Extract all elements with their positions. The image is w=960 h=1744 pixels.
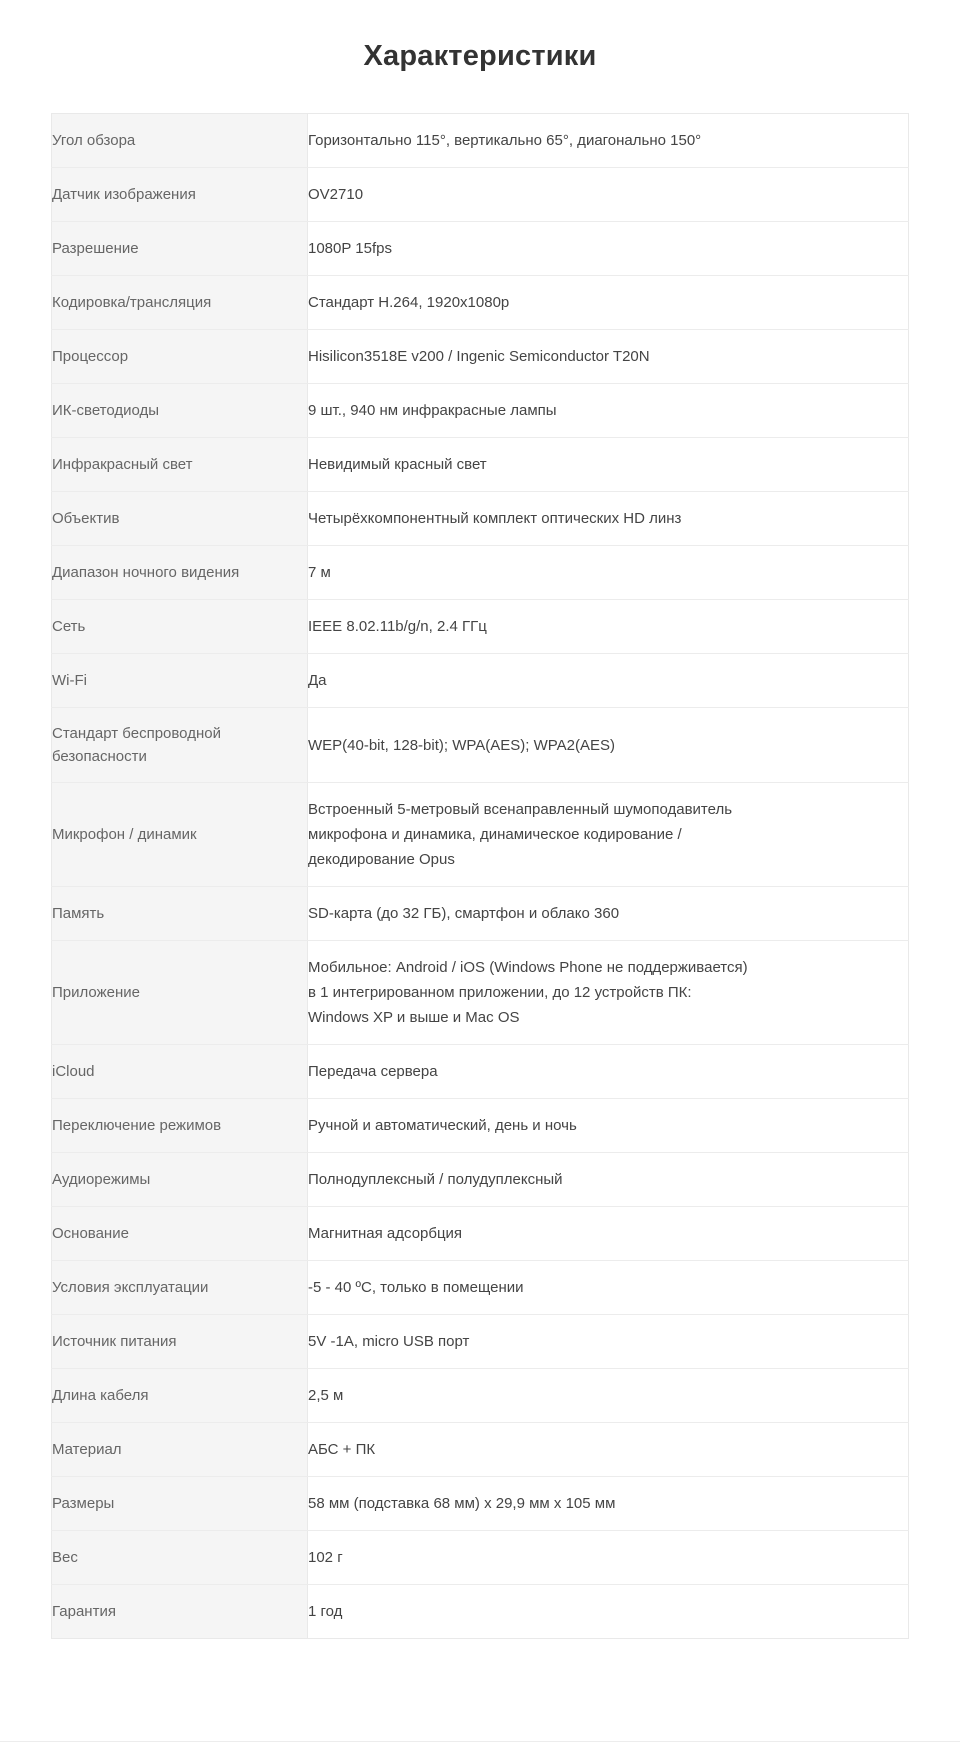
table-row xyxy=(52,114,909,168)
specifications-table-wrapper xyxy=(51,76,909,1639)
spec-value-line: -5 - 40 ºC, только в помещении xyxy=(308,1279,524,1296)
table-row xyxy=(52,1261,909,1315)
spec-value-line: АБС + ПК xyxy=(308,1441,376,1458)
spec-value-cell xyxy=(308,654,909,708)
spec-value-line: OV2710 xyxy=(308,186,364,203)
spec-label-cell: Стандарт беспроводной безопасности xyxy=(52,708,308,783)
table-row xyxy=(52,1153,909,1207)
spec-value-line: 1 год xyxy=(308,1603,343,1620)
spec-label-cell: Приложение xyxy=(52,941,308,1045)
spec-value-cell xyxy=(308,492,909,546)
spec-label-cell: Микрофон / динамик xyxy=(52,783,308,887)
spec-label-cell: Сеть xyxy=(52,600,308,654)
spec-value-cell xyxy=(308,1477,909,1531)
table-row xyxy=(52,222,909,276)
spec-value-cell xyxy=(308,1153,909,1207)
table-row xyxy=(52,492,909,546)
spec-value-cell xyxy=(308,600,909,654)
spec-value-cell xyxy=(308,887,909,941)
spec-value-line: Передача сервера xyxy=(308,1063,438,1080)
spec-value-line: 58 мм (подставка 68 мм) x 29,9 мм x 105 мм xyxy=(308,1495,616,1512)
spec-label-cell: Аудиорежимы xyxy=(52,1153,308,1207)
spec-label-cell: Кодировка/трансляция xyxy=(52,276,308,330)
spec-value-line: Да xyxy=(308,672,327,689)
table-row xyxy=(52,1045,909,1099)
spec-value-cell xyxy=(308,1261,909,1315)
spec-label-cell: ИК-светодиоды xyxy=(52,384,308,438)
table-row xyxy=(52,276,909,330)
spec-value-line: SD-карта (до 32 ГБ), смартфон и облако 360 xyxy=(308,905,620,922)
table-row xyxy=(52,1531,909,1585)
spec-label-cell: Wi-Fi xyxy=(52,654,308,708)
spec-label-cell: Датчик изображения xyxy=(52,168,308,222)
specifications-table xyxy=(51,113,909,1639)
spec-value-line: декодирование Opus xyxy=(308,851,455,868)
table-row xyxy=(52,1423,909,1477)
table-row xyxy=(52,708,909,783)
spec-value-line: Мобильное: Android / iOS (Windows Phone не поддерживается) xyxy=(308,959,748,976)
spec-value-line: 5V -1A, micro USB порт xyxy=(308,1333,470,1350)
table-row xyxy=(52,1315,909,1369)
spec-value-cell xyxy=(308,941,909,1045)
spec-value-cell xyxy=(308,1207,909,1261)
spec-value-cell xyxy=(308,783,909,887)
spec-value-line: Встроенный 5-метровый всенаправленный шумоподавитель xyxy=(308,801,733,818)
spec-value-cell xyxy=(308,1531,909,1585)
spec-label-cell: Вес xyxy=(52,1531,308,1585)
table-row xyxy=(52,384,909,438)
spec-value-cell xyxy=(308,276,909,330)
spec-value-line: Полнодуплексный / полудуплексный xyxy=(308,1171,563,1188)
spec-label-cell: Длина кабеля xyxy=(52,1369,308,1423)
spec-label-cell: Источник питания xyxy=(52,1315,308,1369)
spec-label-cell: Условия эксплуатации xyxy=(52,1261,308,1315)
spec-value-line: Невидимый красный свет xyxy=(308,456,487,473)
spec-value-line: IEEE 8.02.11b/g/n, 2.4 ГГц xyxy=(308,618,487,635)
spec-label-cell: Память xyxy=(52,887,308,941)
spec-value-line: Четырёхкомпонентный комплект оптических HD линз xyxy=(308,510,682,527)
table-row xyxy=(52,1585,909,1639)
spec-value-line: 102 г xyxy=(308,1549,343,1566)
spec-value-cell xyxy=(308,1585,909,1639)
spec-label-cell: Инфракрасный свет xyxy=(52,438,308,492)
spec-value-line: 9 шт., 940 нм инфракрасные лампы xyxy=(308,402,557,419)
spec-label-cell: Гарантия xyxy=(52,1585,308,1639)
spec-value-line: WEP(40-bit, 128-bit); WPA(AES); WPA2(AES) xyxy=(308,736,616,754)
spec-value-cell xyxy=(308,168,909,222)
table-row xyxy=(52,600,909,654)
spec-label-cell: Разрешение xyxy=(52,222,308,276)
spec-value-cell xyxy=(308,222,909,276)
spec-value-line: Магнитная адсорбция xyxy=(308,1225,463,1242)
table-row xyxy=(52,783,909,887)
spec-label-cell: Угол обзора xyxy=(52,114,308,168)
table-row xyxy=(52,1207,909,1261)
table-row xyxy=(52,941,909,1045)
table-row xyxy=(52,1477,909,1531)
spec-value-cell xyxy=(308,708,909,783)
page-title: Характеристики xyxy=(363,40,597,72)
spec-label-cell: Диапазон ночного видения xyxy=(52,546,308,600)
table-row xyxy=(52,1369,909,1423)
spec-label-cell: Размеры xyxy=(52,1477,308,1531)
spec-label-cell: Объектив xyxy=(52,492,308,546)
spec-value-cell xyxy=(308,1315,909,1369)
spec-value-line: 2,5 м xyxy=(308,1387,344,1404)
spec-value-line: 7 м xyxy=(308,564,331,581)
spec-value-line: Стандарт H.264, 1920x1080p xyxy=(308,294,510,311)
table-row xyxy=(52,654,909,708)
spec-value-cell xyxy=(308,1369,909,1423)
spec-value-cell xyxy=(308,330,909,384)
table-row xyxy=(52,438,909,492)
spec-value-cell xyxy=(308,1423,909,1477)
spec-label-cell: Переключение режимов xyxy=(52,1099,308,1153)
spec-label-cell: Материал xyxy=(52,1423,308,1477)
table-row xyxy=(52,1099,909,1153)
spec-value-line: Горизонтально 115°, вертикально 65°, диагонально 150° xyxy=(308,132,702,149)
spec-value-line: 1080P 15fps xyxy=(308,240,392,257)
table-row xyxy=(52,887,909,941)
spec-value-line: Windows XP и выше и Mac OS xyxy=(308,1009,520,1026)
spec-label-cell: Процессор xyxy=(52,330,308,384)
spec-value-cell xyxy=(308,1099,909,1153)
spec-value-line: Hisilicon3518E v200 / Ingenic Semiconductor T20N xyxy=(308,348,650,365)
table-row xyxy=(52,330,909,384)
spec-value-line: Ручной и автоматический, день и ночь xyxy=(308,1117,577,1134)
spec-value-cell xyxy=(308,114,909,168)
spec-value-cell xyxy=(308,1045,909,1099)
table-row xyxy=(52,546,909,600)
specifications-table-body xyxy=(52,114,909,1639)
spec-value-cell xyxy=(308,438,909,492)
spec-value-line: в 1 интегрированном приложении, до 12 устройств ПК: xyxy=(308,984,692,1001)
spec-value-cell xyxy=(308,546,909,600)
spec-label-cell: Основание xyxy=(52,1207,308,1261)
table-row xyxy=(52,168,909,222)
footer-divider xyxy=(0,1741,960,1742)
spec-value-line: микрофона и динамика, динамическое кодирование / xyxy=(308,826,682,843)
spec-label-cell: iCloud xyxy=(52,1045,308,1099)
spec-value-cell xyxy=(308,384,909,438)
